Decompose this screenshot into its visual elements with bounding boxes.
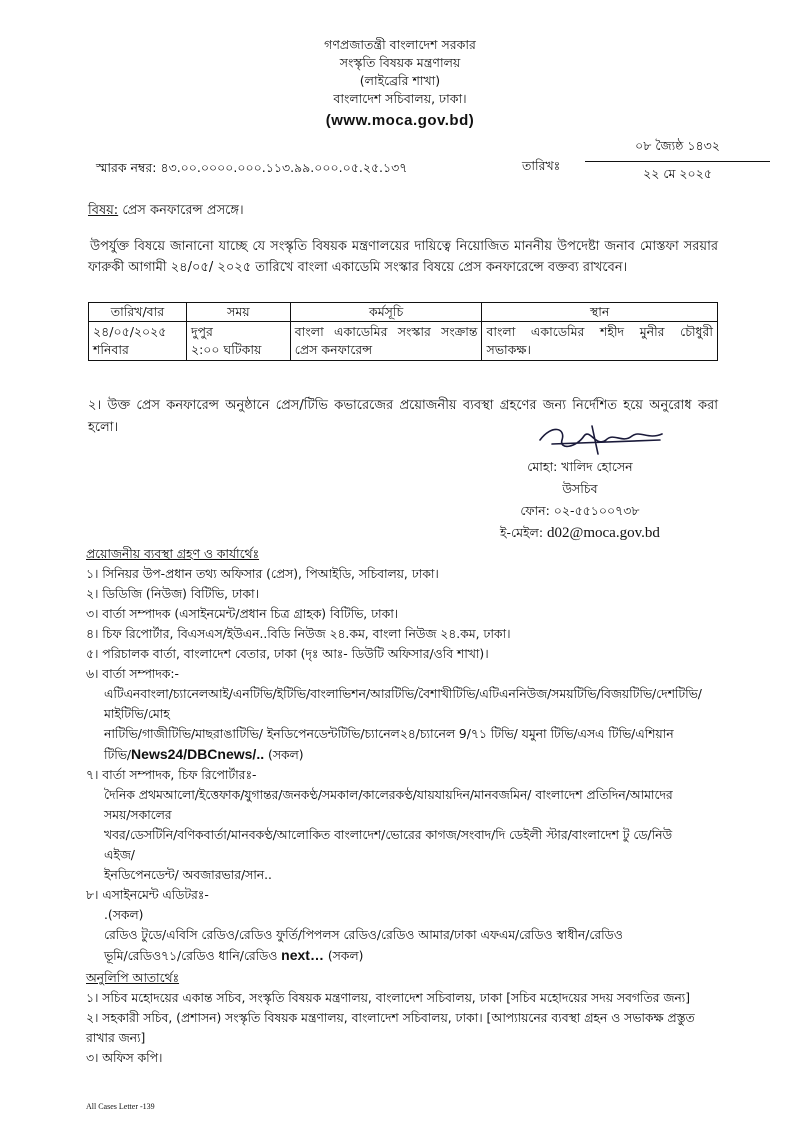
list-item-line: সময়/সকালের <box>104 808 172 822</box>
table-header: তারিখ/বার <box>89 303 187 322</box>
distribution-list <box>86 544 726 966</box>
list-item-line: খবর/ডেসটিনি/বণিকবার্তা/মানবকণ্ঠ/আলোকিত বাংলাদেশ/ভোরের কাগজ/সংবাদ/দি ডেইলী স্টার/বাংলাদেশ টু ডে/নিউ <box>104 828 673 842</box>
subject-label: বিষয়: <box>88 203 119 218</box>
cell-date <box>89 322 187 361</box>
list-item: ৩। অফিস কপি। <box>86 1051 163 1065</box>
date-box <box>585 138 770 183</box>
date-english: ২২ মে ২০২৫ <box>643 165 712 181</box>
list-item-line: এটিএনবাংলা/চ্যানেলআই/এনটিভি/ইটিভি/বাংলাভিশন/আরটিভি/বৈশাখীটিভি/এটিএননিউজ/সময়টিভি/বিজয়টিভি/দেশটিভি/ <box>104 687 702 701</box>
date-bangla: ০৮ জ্যৈষ্ঠ ১৪৩২ <box>635 138 720 153</box>
office-address: বাংলাদেশ সচিবালয়, ঢাকা। <box>333 91 467 106</box>
list-item-line <box>86 945 726 966</box>
list-item: ২। সহকারী সচিব, (প্রশাসন) সংস্কৃতি বিষয়ক মন্ত্রণালয়, বাংলাদেশ সচিবালয়, ঢাকা। [আপ্যায়নের ব্যবস্থা গ্রহন ও সভাকক্ষ প্রস্তুত রাখার জন্য] <box>86 1011 695 1045</box>
list-item-line: রেডিও টুডে/এবিসি রেডিও/রেডিও ফুর্তি/পিপলস রেডিও/রেডিও আমার/ঢাকা এফএম/রেডিও স্বাধীন/রেডিও <box>104 928 623 942</box>
cell-program: বাংলা একাডেমির সংস্কার সংক্রান্ত প্রেস কনফারেন্স <box>290 322 482 361</box>
signatory-email-line <box>500 522 660 544</box>
channel-names: News24/DBCnews/.. <box>131 746 265 762</box>
cell-venue: বাংলা একাডেমির শহীদ মুনীর চৌধুরী সভাকক্ষ। <box>482 322 718 361</box>
event-time-period: দুপুর <box>190 324 213 339</box>
list-item-label: ৭। বার্তা সম্পাদক, চিফ রিপোর্টারঃ- <box>86 768 257 782</box>
body-paragraph: উপর্যুক্ত বিষয়ে জানানো যাচ্ছে যে সংস্কৃতি বিষয়ক মন্ত্রণালয়ের দায়িত্বে নিয়োজিত মাননীয় উপদেষ্টা জনাব মোস্তফা সরয়ার ফারুকী আগামী ২৪/০৫/ ২০২৫ তারিখে বাংলা একাডেমি সংস্কার বিষয়ে প্রেস কনফারেন্সে বক্তব্য রাখবেন। <box>88 239 718 275</box>
list-item-line: এইজ/ <box>104 848 135 862</box>
copies-title: অনুলিপি আতার্থেঃ <box>86 971 180 985</box>
list-item-line <box>86 744 726 765</box>
list-item: ১। সচিব মহোদয়ের একান্ত সচিব, সংস্কৃতি বিষয়ক মন্ত্রণালয়, বাংলাদেশ সচিবালয়, ঢাকা [সচিব মহোদয়ের সদয় সবগতির জন্য] <box>86 991 691 1005</box>
email-address: d02@moca.gov.bd <box>547 525 660 541</box>
memo-value: ৪৩.০০.০০০০.০০০.১১৩.৯৯.০০০.০৫.২৫.১৩৭ <box>160 160 408 175</box>
list-item: ৫। পরিচালক বার্তা, বাংলাদেশ বেতার, ঢাকা (দৃঃ আঃ- ডিউটি অফিসার/ওবি শাখা)। <box>86 647 489 661</box>
list-item-label: ৮। এসাইনমেন্ট এডিটরঃ- <box>86 888 209 902</box>
table-row <box>89 322 718 361</box>
event-date: ২৪/০৫/২০২৫ <box>93 324 167 339</box>
memo-label: স্মারক নম্বর: <box>96 160 157 175</box>
date-divider <box>585 161 770 162</box>
letterhead <box>0 36 800 130</box>
table-header-row <box>89 303 718 322</box>
radio-name: next… <box>281 947 324 963</box>
ministry-name: সংস্কৃতি বিষয়ক মন্ত্রণালয় <box>339 55 461 70</box>
email-label: ই-মেইল: <box>500 525 544 540</box>
distribution-title: প্রয়োজনীয় ব্যবস্থা গ্রহণ ও কার্যার্থেঃ <box>86 547 260 561</box>
signatory-designation: উসচিব <box>562 481 598 496</box>
table-header: স্থান <box>482 303 718 322</box>
text-segment: (সকল) <box>323 949 364 963</box>
table-header: কর্মসূচি <box>290 303 482 322</box>
text-segment: (সকল) <box>264 748 304 762</box>
schedule-table <box>88 302 718 361</box>
memo-number <box>96 160 407 177</box>
list-item: ২। ডিডিজি (নিউজ) বিটিভি, ঢাকা। <box>86 587 259 601</box>
list-item-line: নাটিভি/গাজীটিভি/মাছরাঙাটিভি/ ইনডিপেনডেন্টটিভি/চ্যানেল২৪/চ্যানেল 9/৭১ টিভি/ যমুনা টিভি/এসএ টিভি/এশিয়ান <box>104 727 674 741</box>
list-item: ৪। চিফ রিপোর্টার, বিএসএস/ইউএন..বিডি নিউজ ২৪.কম, বাংলা নিউজ ২৪.কম, ঢাকা। <box>86 627 511 641</box>
subject-text: প্রেস কনফারেন্স প্রসঙ্গে। <box>122 203 244 218</box>
list-item-label: ৬। বার্তা সম্পাদক:- <box>86 667 179 681</box>
signatory-phone: ফোন: ০২-৫৫১০০৭৩৮ <box>520 503 640 518</box>
website: (www.moca.gov.bd) <box>325 112 475 129</box>
request-paragraph: ২। উক্ত প্রেস কনফারেন্স অনুষ্ঠানে প্রেস/টিভি কভারেজের প্রয়োজনীয় ব্যবস্থা গ্রহণের জন্য নির্দেশিত হয়ে অনুরোধ করা হলো। <box>88 398 718 435</box>
text-segment: টিভি/ <box>104 748 132 762</box>
event-day: শনিবার <box>93 342 129 357</box>
subject <box>88 202 244 220</box>
footer-note: All Cases Letter -139 <box>86 1102 155 1111</box>
list-item-line: .(সকল) <box>104 908 144 922</box>
signature-image <box>532 418 682 460</box>
copies-list <box>86 968 726 1068</box>
list-item-line: ইনডিপেনডেন্ট/ অবজারভার/সান.. <box>104 868 272 882</box>
cell-time <box>186 322 290 361</box>
date-label: তারিখঃ <box>522 158 561 173</box>
event-time: ২:০০ ঘটিকায় <box>190 342 262 357</box>
list-item-line: দৈনিক প্রথমআলো/ইত্তেফাক/যুগান্তর/জনকণ্ঠ/সমকাল/কালেরকণ্ঠ/যায়যায়দিন/মানবজমিন/ বাংলাদেশ প্রতিদিন/আমাদের <box>104 788 673 802</box>
govt-name: গণপ্রজাতন্ত্রী বাংলাদেশ সরকার <box>324 37 476 52</box>
signatory-block <box>500 456 660 544</box>
branch-name: (লাইব্রেরি শাখা) <box>359 73 441 88</box>
list-item: ১। সিনিয়র উপ-প্রধান তথ্য অফিসার (প্রেস), পিআইডি, সচিবালয়, ঢাকা। <box>86 567 439 581</box>
text-segment: ভূমি/রেডিও৭১/রেডিও ধানি/রেডিও <box>104 949 282 963</box>
list-item: ৩। বার্তা সম্পাদক (এসাইনমেন্ট/প্রধান চিত্র গ্রাহক) বিটিভি, ঢাকা। <box>86 607 399 621</box>
list-item-line: মাইটিভি/মোহ <box>104 707 170 721</box>
table-header: সময় <box>186 303 290 322</box>
signatory-name: মোহা: খালিদ হোসেন <box>527 459 633 474</box>
